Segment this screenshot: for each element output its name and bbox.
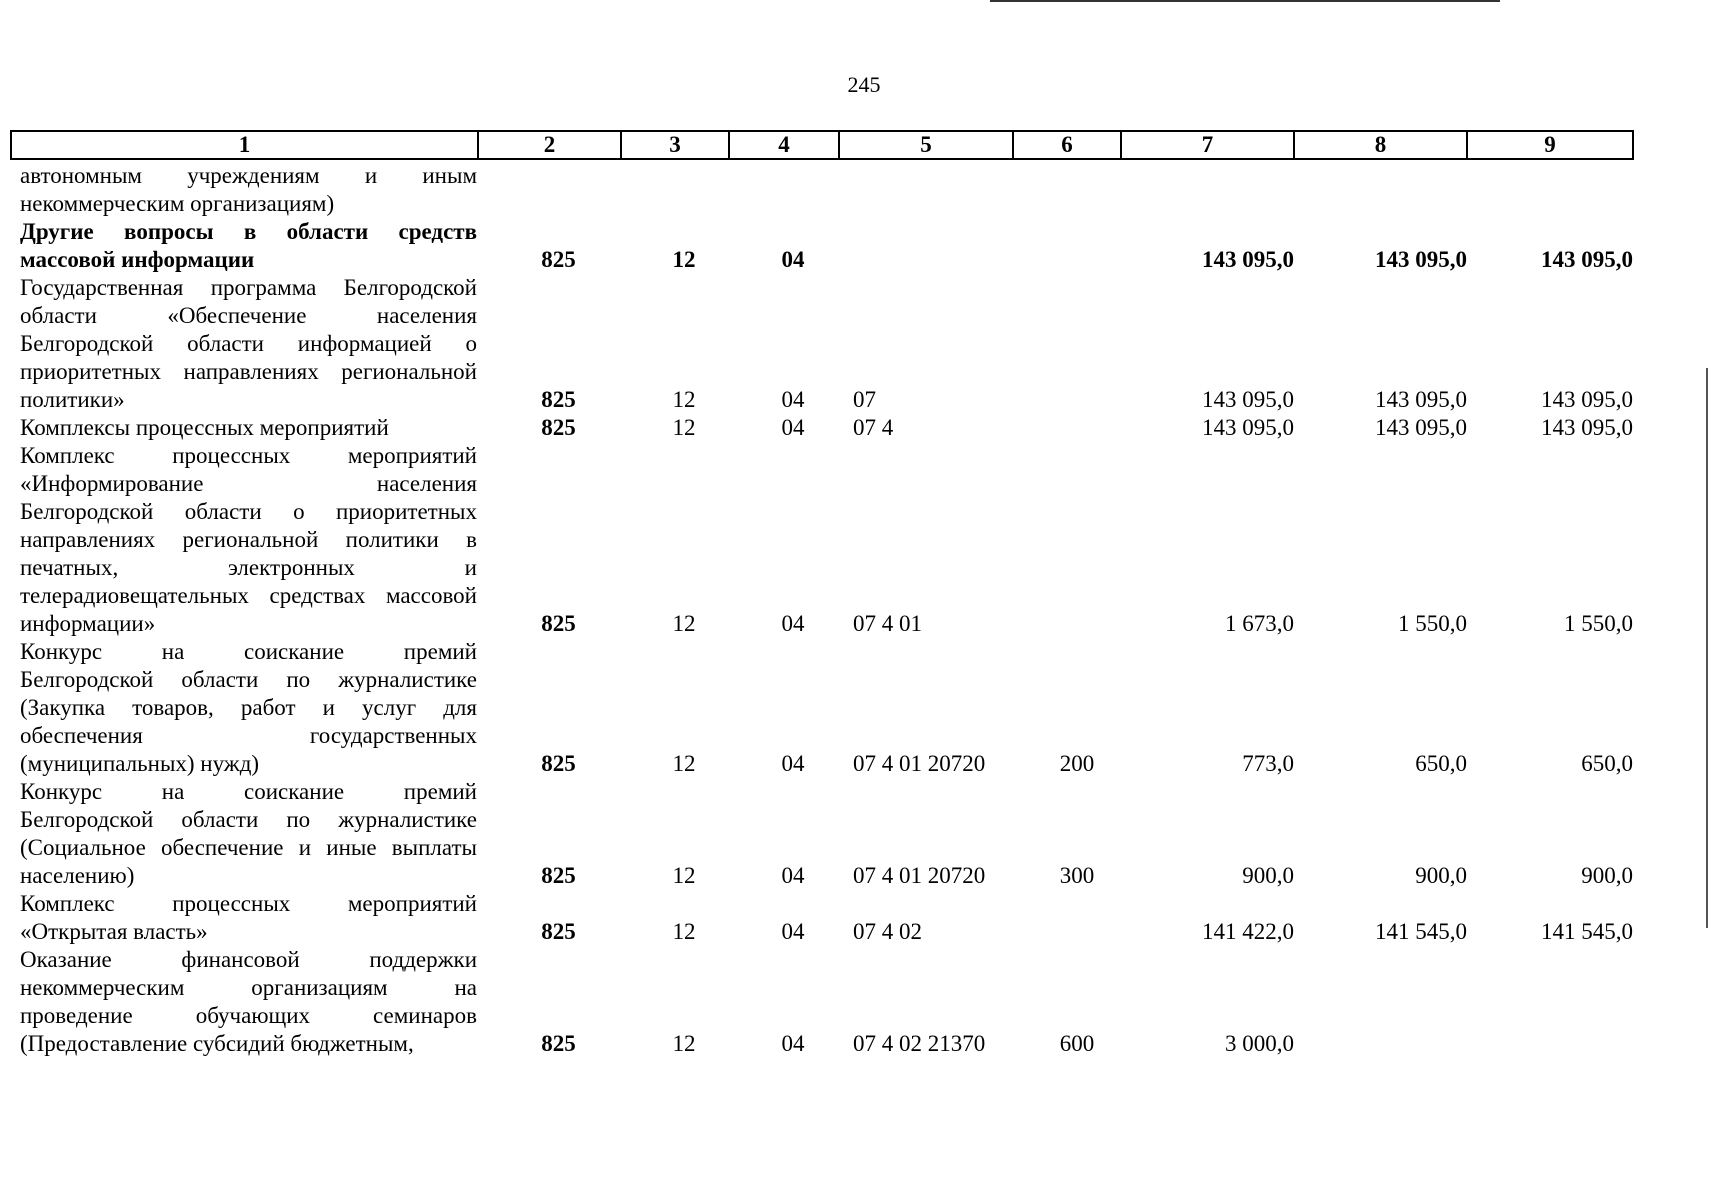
code-section: 12 bbox=[672, 611, 696, 636]
description-line: проведение обучающих семинаров bbox=[20, 1003, 477, 1028]
description-line: Конкурс на соискание премий bbox=[20, 779, 477, 804]
header-col-8: 8 bbox=[1294, 131, 1467, 159]
row-description bbox=[20, 890, 477, 946]
description-line: Государственная программа Белгородской bbox=[20, 275, 477, 300]
table-row bbox=[10, 638, 1633, 778]
description-line: приоритетных направлениях региональной bbox=[20, 359, 477, 384]
table-body bbox=[10, 162, 1633, 1058]
description-line: населению) bbox=[20, 863, 135, 888]
code-ministry: 825 bbox=[541, 387, 576, 412]
description-line: «Открытая власть» bbox=[20, 919, 208, 944]
row-description bbox=[20, 218, 477, 274]
table-row bbox=[10, 946, 1633, 1058]
header-col-4: 4 bbox=[729, 131, 839, 159]
code-section: 12 bbox=[672, 415, 696, 440]
description-line: некоммерческим организациям) bbox=[20, 191, 335, 216]
row-description bbox=[20, 162, 477, 218]
description-line: области «Обеспечение населения bbox=[20, 303, 477, 328]
amount-col-7: 773,0 bbox=[1242, 751, 1294, 776]
amount-col-9: 143 095,0 bbox=[1541, 387, 1633, 412]
description-line: Белгородской области информацией о bbox=[20, 331, 477, 356]
amount-col-7: 143 095,0 bbox=[1202, 415, 1294, 440]
code-target-article: 07 4 02 21370 bbox=[853, 1031, 986, 1056]
description-line: обеспечения государственных bbox=[20, 723, 477, 748]
amount-col-9: 1 550,0 bbox=[1564, 611, 1633, 636]
code-section: 12 bbox=[672, 863, 696, 888]
amount-col-7: 143 095,0 bbox=[1202, 387, 1294, 412]
code-subsection: 04 bbox=[781, 387, 805, 412]
amount-col-7: 141 422,0 bbox=[1202, 919, 1294, 944]
amount-col-8: 900,0 bbox=[1415, 863, 1467, 888]
description-line: Комплексы процессных мероприятий bbox=[20, 415, 389, 440]
code-subsection: 04 bbox=[781, 751, 805, 776]
header-col-2: 2 bbox=[478, 131, 621, 159]
header-col-9: 9 bbox=[1467, 131, 1633, 159]
amount-col-9: 141 545,0 bbox=[1541, 919, 1633, 944]
header-col-7: 7 bbox=[1121, 131, 1294, 159]
code-section: 12 bbox=[672, 247, 696, 272]
description-line: Комплекс процессных мероприятий bbox=[20, 443, 477, 468]
description-line: (Предоставление субсидий бюджетным, bbox=[20, 1031, 414, 1056]
table-row bbox=[10, 890, 1633, 946]
description-line: направлениях региональной политики в bbox=[20, 527, 477, 552]
description-line: некоммерческим организациям на bbox=[20, 975, 477, 1000]
code-expense-type: 200 bbox=[1059, 751, 1095, 776]
description-line: телерадиовещательных средствах массовой bbox=[20, 583, 477, 608]
amount-col-8: 141 545,0 bbox=[1375, 919, 1467, 944]
header-col-5: 5 bbox=[839, 131, 1013, 159]
table-row bbox=[10, 274, 1633, 414]
code-subsection: 04 bbox=[781, 1031, 805, 1056]
description-line: политики» bbox=[20, 387, 125, 412]
code-target-article: 07 4 01 20720 bbox=[853, 863, 986, 888]
description-line: массовой информации bbox=[20, 247, 255, 272]
amount-col-7: 900,0 bbox=[1242, 863, 1294, 888]
description-line: Белгородской области по журналистике bbox=[20, 807, 477, 832]
code-section: 12 bbox=[672, 919, 696, 944]
description-line: печатных, электронных и bbox=[20, 555, 477, 580]
header-col-3: 3 bbox=[621, 131, 729, 159]
code-ministry: 825 bbox=[541, 863, 576, 888]
description-line: Белгородской области о приоритетных bbox=[20, 499, 477, 524]
code-ministry: 825 bbox=[541, 415, 576, 440]
code-section: 12 bbox=[672, 387, 696, 412]
code-expense-type: 300 bbox=[1059, 863, 1095, 888]
code-ministry: 825 bbox=[541, 611, 576, 636]
row-description bbox=[20, 778, 477, 890]
code-section: 12 bbox=[672, 1031, 696, 1056]
code-subsection: 04 bbox=[781, 863, 805, 888]
code-ministry: 825 bbox=[541, 919, 576, 944]
table-row bbox=[10, 218, 1633, 274]
table-row bbox=[10, 414, 1633, 442]
table-row bbox=[10, 442, 1633, 638]
table-header bbox=[10, 130, 1634, 160]
amount-col-7: 143 095,0 bbox=[1202, 247, 1294, 272]
page-number: 245 bbox=[847, 72, 881, 97]
amount-col-8: 143 095,0 bbox=[1375, 247, 1467, 272]
description-line: Комплекс процессных мероприятий bbox=[20, 891, 477, 916]
code-subsection: 04 bbox=[781, 611, 805, 636]
amount-col-9: 143 095,0 bbox=[1541, 415, 1633, 440]
row-description bbox=[20, 442, 477, 638]
description-line: информации» bbox=[20, 611, 156, 636]
description-line: «Информирование населения bbox=[20, 471, 477, 496]
amount-col-7: 1 673,0 bbox=[1225, 611, 1294, 636]
amount-col-9: 143 095,0 bbox=[1541, 247, 1633, 272]
code-ministry: 825 bbox=[541, 1031, 576, 1056]
code-ministry: 825 bbox=[541, 247, 576, 272]
top-edge-mark bbox=[990, 0, 1500, 2]
description-line: (Закупка товаров, работ и услуг для bbox=[20, 695, 477, 720]
description-line: Оказание финансовой поддержки bbox=[20, 947, 477, 972]
amount-col-8: 1 550,0 bbox=[1398, 611, 1467, 636]
row-description bbox=[20, 274, 477, 414]
amount-col-9: 650,0 bbox=[1581, 751, 1633, 776]
description-line: Конкурс на соискание премий bbox=[20, 639, 477, 664]
amount-col-7: 3 000,0 bbox=[1225, 1031, 1294, 1056]
amount-col-8: 650,0 bbox=[1415, 751, 1467, 776]
description-line: Другие вопросы в области средств bbox=[20, 219, 477, 244]
code-target-article: 07 4 bbox=[853, 415, 894, 440]
row-description bbox=[20, 946, 477, 1058]
amount-col-8: 143 095,0 bbox=[1375, 415, 1467, 440]
code-subsection: 04 bbox=[781, 247, 805, 272]
row-description bbox=[20, 414, 477, 442]
description-line: Белгородской области по журналистике bbox=[20, 667, 477, 692]
code-target-article: 07 4 02 bbox=[853, 919, 922, 944]
code-target-article: 07 4 01 bbox=[853, 611, 922, 636]
code-subsection: 04 bbox=[781, 919, 805, 944]
code-ministry: 825 bbox=[541, 751, 576, 776]
code-target-article: 07 bbox=[853, 387, 876, 412]
header-col-1: 1 bbox=[11, 131, 478, 159]
row-description bbox=[20, 638, 477, 778]
description-line: (Социальное обеспечение и иные выплаты bbox=[20, 835, 477, 860]
amount-col-9: 900,0 bbox=[1581, 863, 1633, 888]
right-edge-mark bbox=[1706, 368, 1708, 928]
description-line: (муниципальных) нужд) bbox=[20, 751, 260, 776]
description-line: автономным учреждениям и иным bbox=[20, 163, 477, 188]
code-expense-type: 600 bbox=[1059, 1031, 1095, 1056]
table-row bbox=[10, 162, 1633, 218]
code-section: 12 bbox=[672, 751, 696, 776]
table-row bbox=[10, 778, 1633, 890]
header-col-6: 6 bbox=[1013, 131, 1121, 159]
code-target-article: 07 4 01 20720 bbox=[853, 751, 986, 776]
code-subsection: 04 bbox=[781, 415, 805, 440]
amount-col-8: 143 095,0 bbox=[1375, 387, 1467, 412]
